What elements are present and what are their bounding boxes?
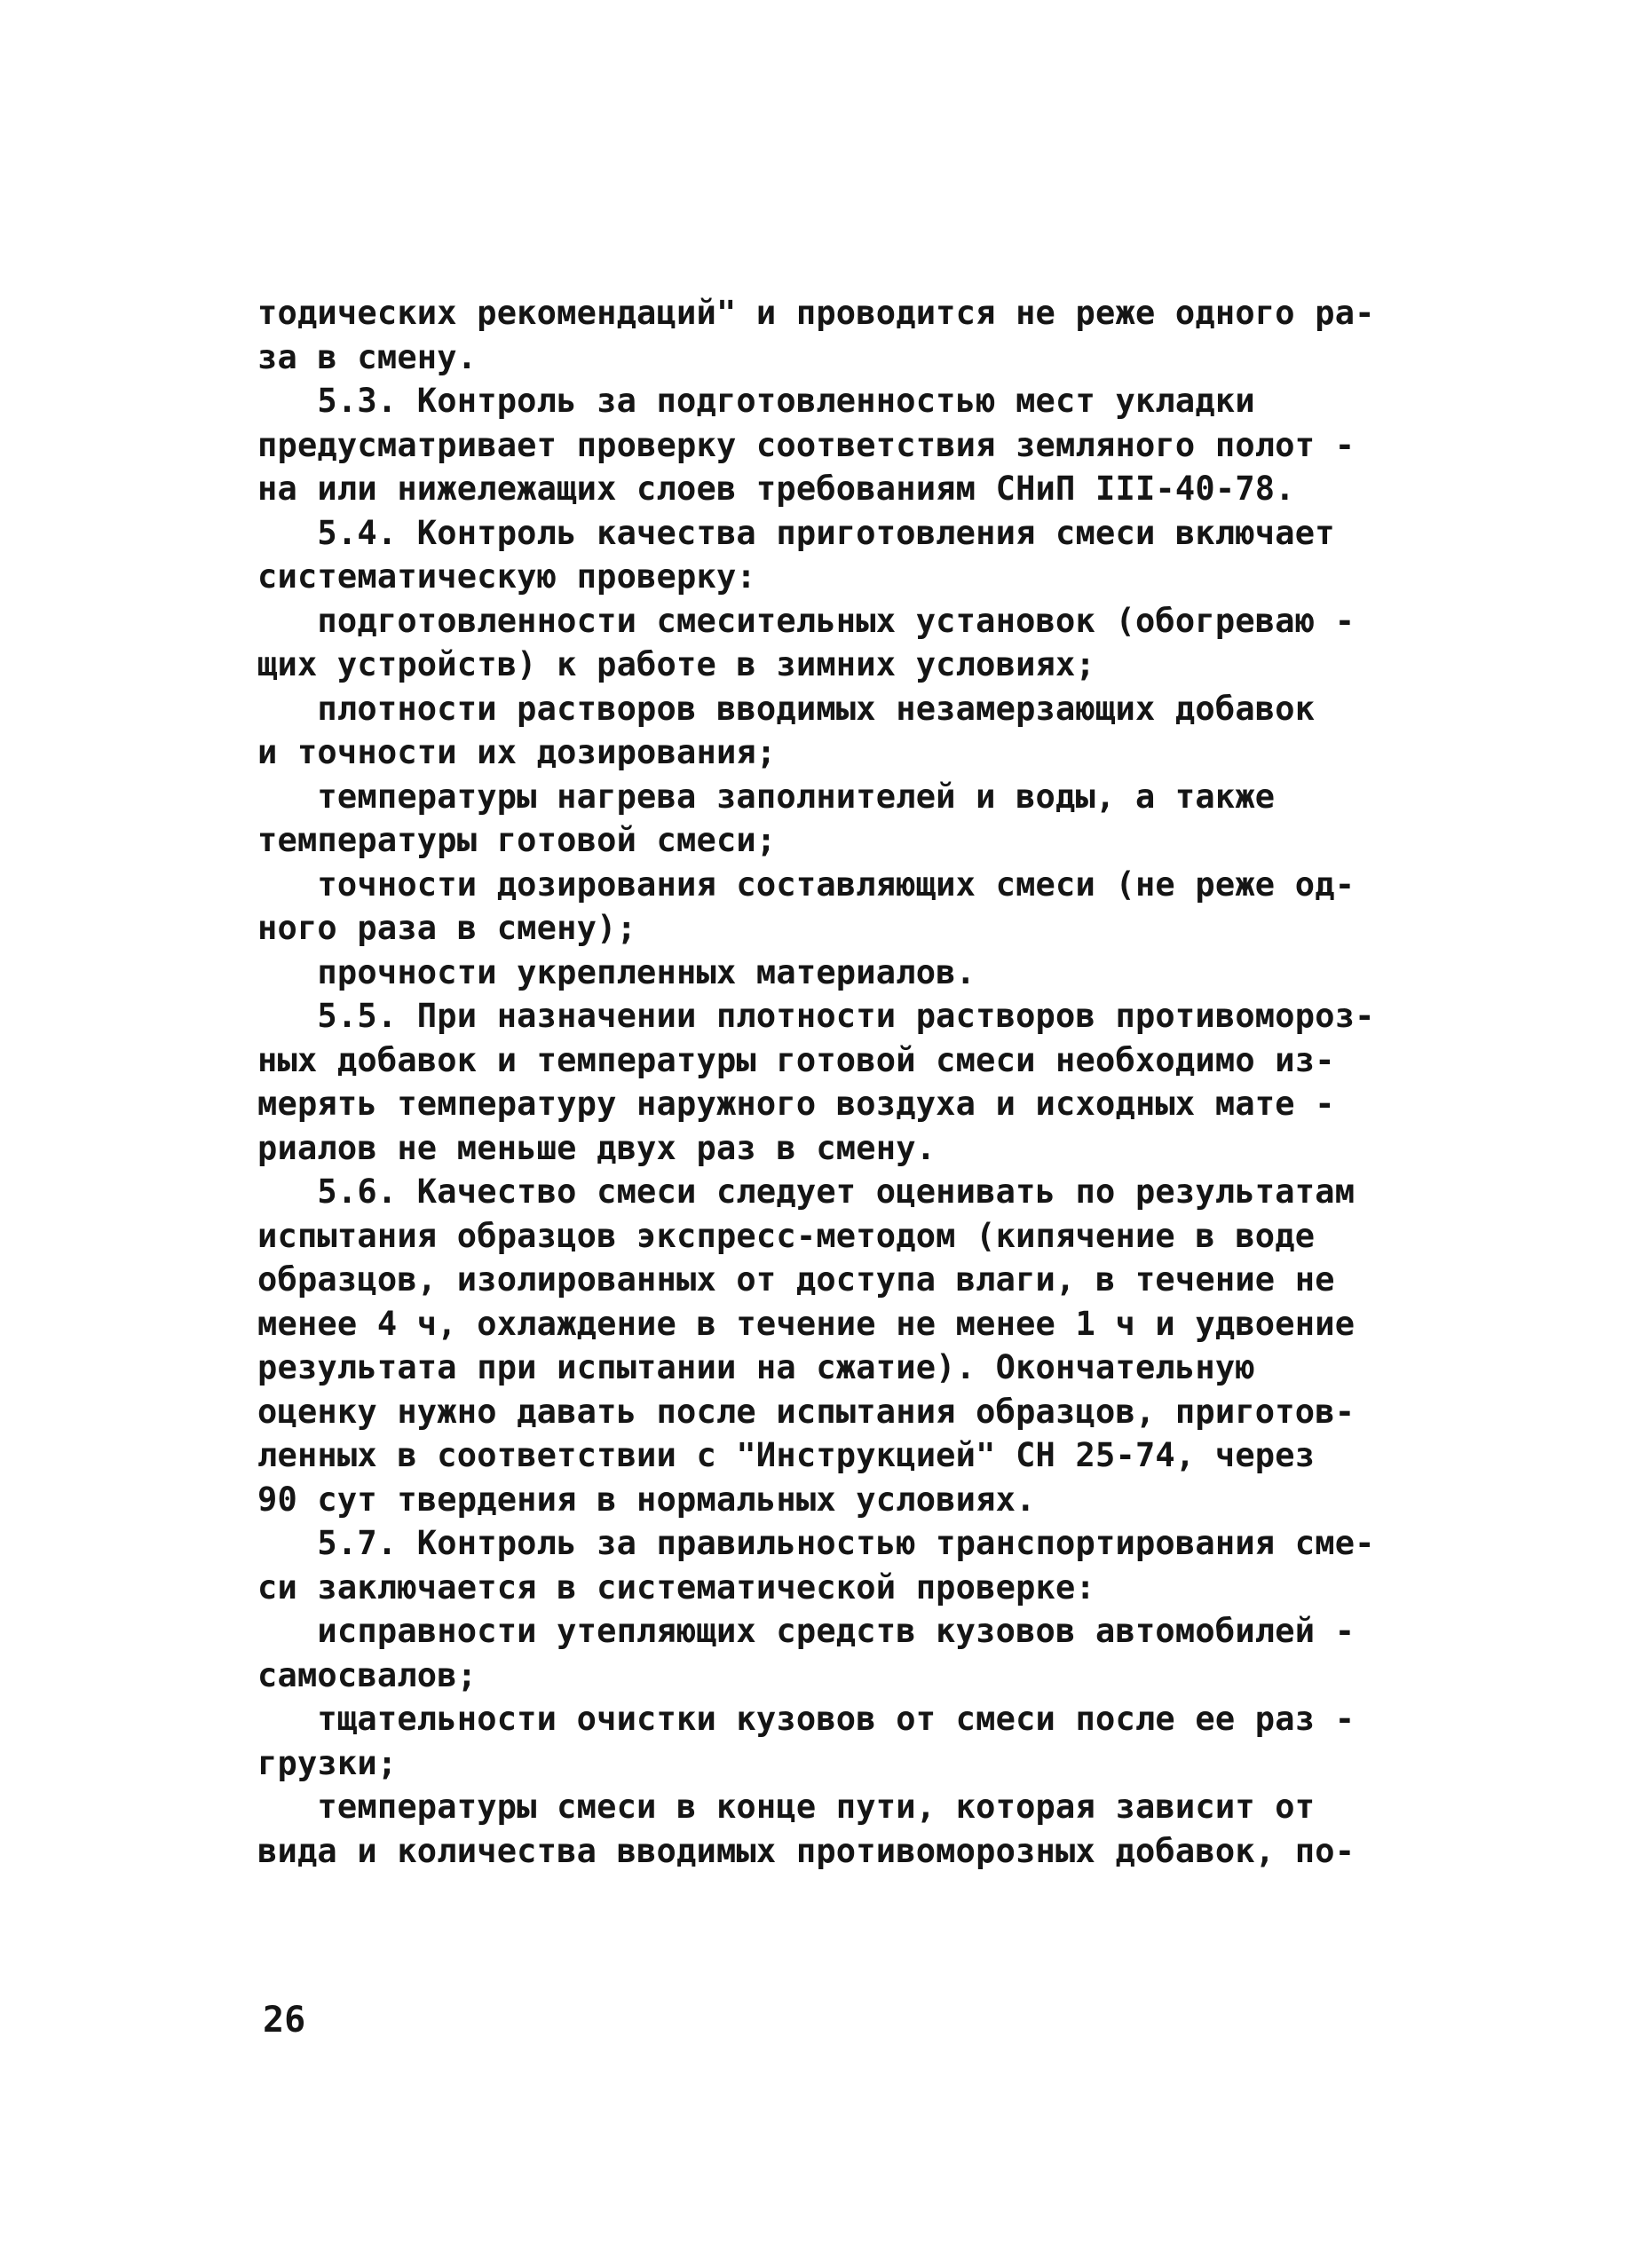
text-line: систематическую проверку: [257, 557, 756, 596]
text-line: за в смену. [257, 337, 478, 376]
text-line: точности дозирования составляющих смеси (не реже од- [257, 865, 1356, 904]
page-body-text [257, 291, 1438, 1873]
text-line: менее 4 ч, охлаждение в течение не менее 1 ч и удвоение [257, 1304, 1356, 1343]
text-line: тодических рекомендаций" и проводится не реже одного ра- [257, 294, 1375, 332]
text-line: ного раза в смену); [257, 909, 637, 947]
text-line: 5.6. Качество смеси следует оценивать по результатам [257, 1172, 1356, 1211]
text-line: грузки; [257, 1743, 398, 1782]
text-line: испытания образцов экспресс-методом (кипячение в воде [257, 1216, 1316, 1255]
text-line: результата при испытании на сжатие). Окончательную [257, 1348, 1255, 1386]
text-line: плотности растворов вводимых незамерзающих добавок [257, 689, 1316, 728]
text-line: на или нижележащих слоев требованиям СНиП III-40-78. [257, 470, 1295, 508]
text-line: подготовленности смесительных установок (обогреваю - [257, 601, 1356, 640]
text-line: ленных в соответствии с "Инструкцией" СН 25-74, через [257, 1436, 1316, 1474]
text-line: самосвалов; [257, 1655, 478, 1694]
text-line: предусматривает проверку соответствия земляного полот - [257, 425, 1356, 464]
text-line: мерять температуру наружного воздуха и исходных мате - [257, 1085, 1335, 1123]
page-number: 26 [263, 2000, 306, 2041]
text-line: 5.7. Контроль за правильностью транспортирования сме- [257, 1524, 1375, 1562]
text-line: образцов, изолированных от доступа влаги, в течение не [257, 1260, 1335, 1299]
text-line: прочности укрепленных материалов. [257, 952, 976, 991]
text-line: температуры готовой смеси; [257, 821, 777, 859]
text-line: риалов не меньше двух раз в смену. [257, 1128, 937, 1167]
text-line: оценку нужно давать после испытания образцов, приготов- [257, 1392, 1356, 1431]
text-line: исправности утепляющих средств кузовов автомобилей - [257, 1612, 1356, 1650]
text-line: 5.5. При назначении плотности растворов противомороз- [257, 997, 1375, 1035]
text-line: щих устройств) к работе в зимних условиях; [257, 645, 1095, 683]
text-line: и точности их дозирования; [257, 733, 777, 771]
text-line: вида и количества вводимых противоморозных добавок, по- [257, 1831, 1356, 1870]
text-line: 5.4. Контроль качества приготовления смеси включает [257, 513, 1335, 552]
text-line: ных добавок и температуры готовой смеси необходимо из- [257, 1040, 1335, 1079]
text-line: температуры смеси в конце пути, которая зависит от [257, 1788, 1316, 1826]
text-line: си заключается в систематической проверке: [257, 1567, 1095, 1607]
text-line: 5.3. Контроль за подготовленностью мест укладки [257, 382, 1255, 420]
text-line: тщательности очистки кузовов от смеси после ее раз - [257, 1700, 1356, 1738]
text-line: 90 сут твердения в нормальных условиях. [257, 1480, 1036, 1519]
text-line: температуры нагрева заполнителей и воды, а также [257, 777, 1276, 816]
